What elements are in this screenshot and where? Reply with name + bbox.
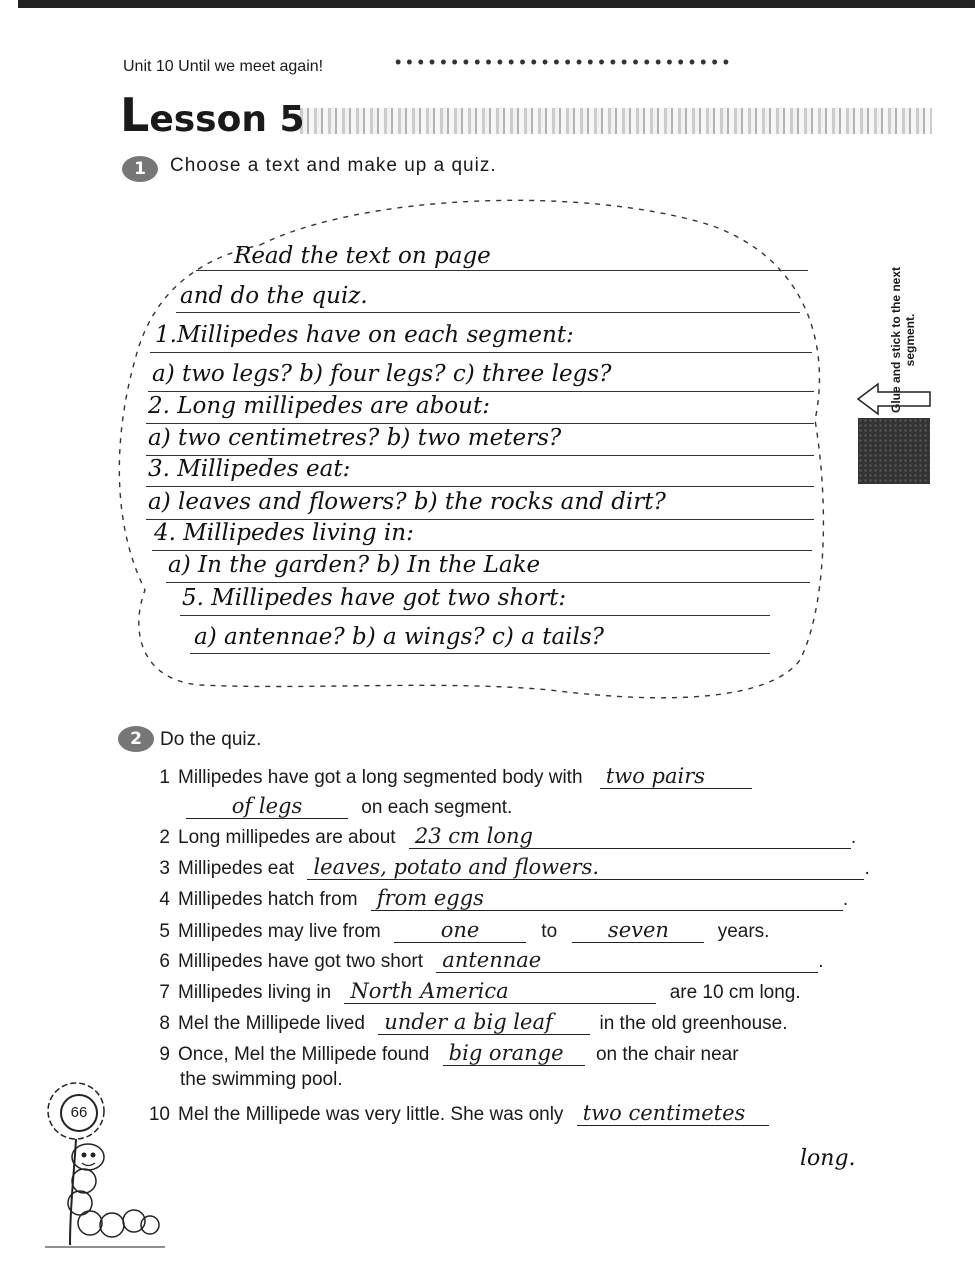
task-1-icon: 1 bbox=[122, 156, 158, 182]
rule bbox=[196, 270, 808, 271]
answer-field[interactable]: North America bbox=[344, 979, 656, 1004]
title-decoration-band bbox=[300, 108, 932, 134]
quiz-item-3: 3 Millipedes eat leaves, potato and flowers. . bbox=[159, 855, 870, 879]
quiz-line-1: Read the text on page bbox=[234, 243, 491, 269]
rule bbox=[148, 391, 814, 392]
quiz-line-2: and do the quiz. bbox=[180, 283, 368, 309]
quiz-line-11: 5. Millipedes have got two short: bbox=[182, 585, 567, 611]
header-dot-leader: •••••••••••••••••••••••••••••• bbox=[395, 52, 735, 72]
lesson-title: Lesson 5 bbox=[120, 88, 305, 142]
quiz-line-10: a) In the garden? b) In the Lake bbox=[168, 552, 541, 578]
answer-field[interactable]: one bbox=[394, 918, 526, 943]
quiz-item-10-cont: long. bbox=[800, 1146, 856, 1171]
glue-area-swatch bbox=[858, 418, 930, 484]
quiz-line-12: a) antennae? b) a wings? c) a tails? bbox=[194, 624, 605, 650]
answer-field[interactable]: antennae bbox=[436, 948, 818, 973]
quiz-line-3: 1.Millipedes have on each segment: bbox=[155, 322, 574, 348]
unit-header: Unit 10 Until we meet again! bbox=[123, 58, 324, 75]
rule bbox=[150, 352, 812, 353]
millipede-sunflower-illustration bbox=[40, 1075, 170, 1255]
answer-field[interactable]: 23 cm long bbox=[409, 824, 851, 849]
quiz-item-4: 4 Millipedes hatch from from eggs . bbox=[159, 886, 849, 910]
answer-field[interactable]: big orange bbox=[443, 1041, 585, 1066]
quiz-item-2: 2 Long millipedes are about 23 cm long . bbox=[159, 824, 857, 848]
rule bbox=[166, 582, 810, 583]
page-number: 66 bbox=[60, 1094, 98, 1132]
rule bbox=[180, 615, 770, 616]
left-arrow-icon bbox=[856, 380, 934, 418]
quiz-item-10: 10 Mel the Millipede was very little. She was only two centimetes bbox=[148, 1101, 769, 1126]
quiz-line-8: a) leaves and flowers? b) the rocks and dirt? bbox=[148, 489, 666, 515]
answer-field[interactable]: seven bbox=[572, 918, 704, 943]
answer-field[interactable]: from eggs bbox=[371, 886, 843, 911]
task-2-instruction: Do the quiz. bbox=[160, 729, 262, 750]
glue-instruction: Glue and stick to the next segment. bbox=[889, 266, 917, 414]
answer-field[interactable]: of legs bbox=[186, 794, 348, 819]
quiz-line-6: a) two centimetres? b) two meters? bbox=[148, 425, 562, 451]
rule bbox=[190, 653, 770, 654]
quiz-item-1: 1 Millipedes have got a long segmented body with two pairs bbox=[148, 764, 752, 789]
answer-field[interactable]: two pairs bbox=[600, 764, 752, 789]
quiz-item-1-cont: of legs on each segment. bbox=[186, 794, 512, 819]
quiz-item-9: 9 Once, Mel the Millipede found big orange on the chair near bbox=[159, 1041, 739, 1065]
quiz-item-8: 8 Mel the Millipede lived under a big leaf in the old greenhouse. bbox=[159, 1010, 788, 1034]
answer-field[interactable]: under a big leaf bbox=[378, 1010, 590, 1035]
rule bbox=[146, 423, 814, 424]
task-2-icon: 2 bbox=[118, 726, 154, 752]
task-1-instruction: Choose a text and make up a quiz. bbox=[170, 155, 497, 176]
quiz-line-7: 3. Millipedes eat: bbox=[148, 456, 351, 482]
quiz-item-6: 6 Millipedes have got two short antennae . bbox=[159, 948, 824, 972]
answer-field[interactable]: leaves, potato and flowers. bbox=[307, 855, 864, 880]
answer-field[interactable]: two centimetes bbox=[577, 1101, 769, 1126]
quiz-line-9: 4. Millipedes living in: bbox=[154, 520, 414, 546]
rule bbox=[146, 486, 814, 487]
top-border bbox=[18, 0, 975, 8]
rule bbox=[152, 550, 812, 551]
quiz-item-5: 5 Millipedes may live from one to seven years. bbox=[159, 918, 770, 942]
quiz-line-4: a) two legs? b) four legs? c) three legs? bbox=[152, 361, 612, 387]
quiz-line-5: 2. Long millipedes are about: bbox=[148, 393, 490, 419]
quiz-item-9-cont: the swimming pool. bbox=[180, 1069, 343, 1090]
quiz-item-7: 7 Millipedes living in North America are 10 cm long. bbox=[159, 979, 801, 1003]
rule bbox=[176, 312, 800, 313]
